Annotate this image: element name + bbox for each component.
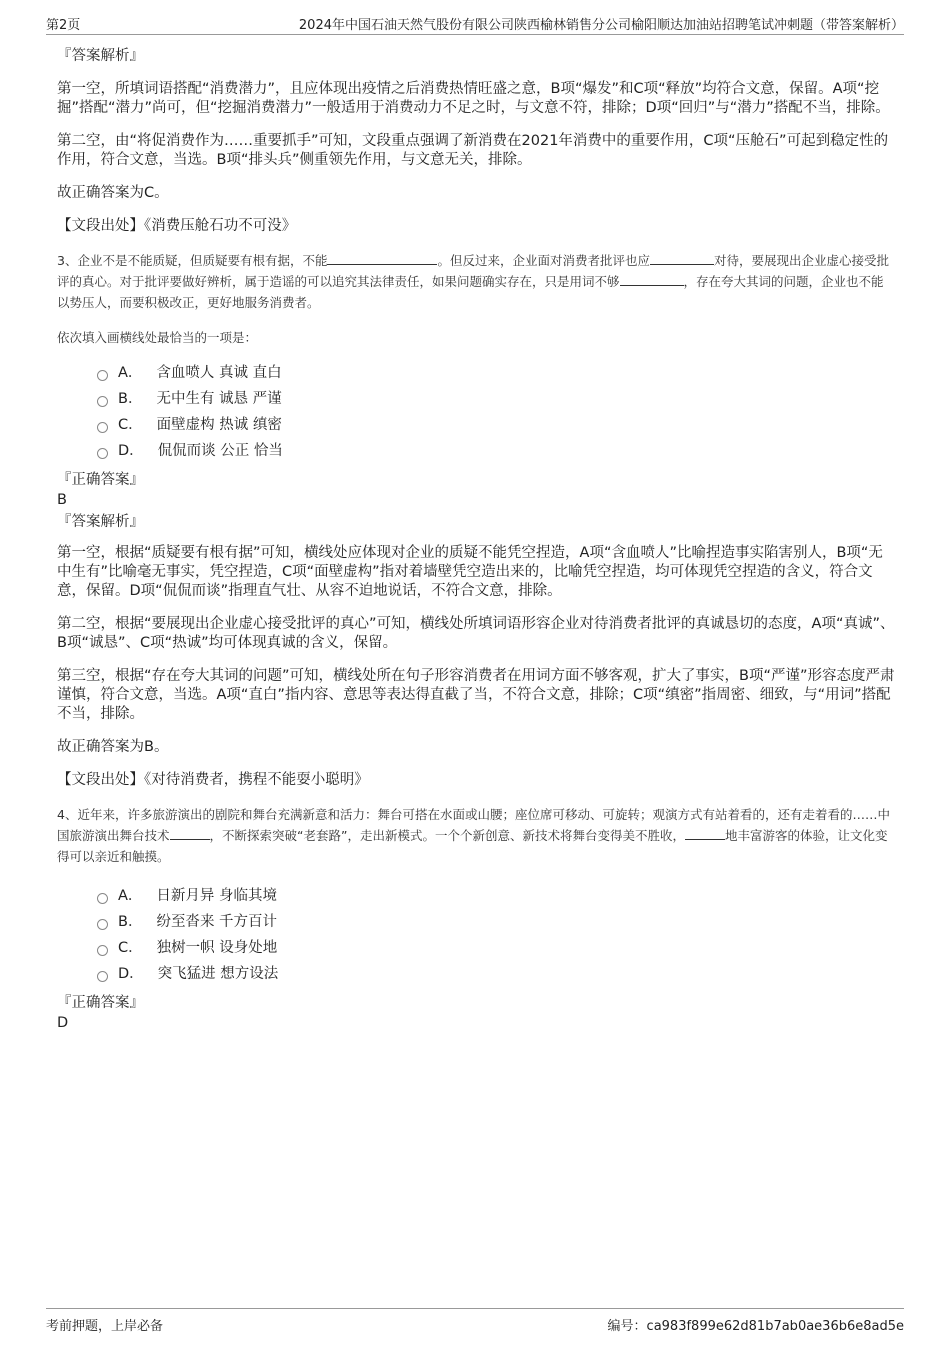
radio-icon[interactable] (97, 919, 108, 930)
question-4-options (97, 883, 895, 987)
footer-slogan: 考前押题，上岸必备 (46, 1319, 164, 1334)
correct-answer-value: B (57, 492, 67, 508)
radio-icon[interactable] (97, 893, 108, 904)
radio-icon[interactable] (97, 945, 108, 956)
analysis-label: 『答案解析』 (57, 48, 144, 64)
radio-icon[interactable] (97, 370, 108, 381)
option-d[interactable]: D． 侃侃而谈 公正 恰当 (97, 438, 895, 464)
analysis-conclusion: 故正确答案为B。 (57, 739, 169, 755)
question-3-prompt: 依次填入画横线处最恰当的一项是： (57, 330, 258, 345)
correct-answer-label: 『正确答案』 (57, 995, 144, 1011)
analysis-label: 『答案解析』 (57, 514, 144, 530)
fill-blank (327, 250, 437, 265)
page-footer (46, 1308, 904, 1334)
analysis-paragraph: 第二空，根据“要展现出企业虚心接受批评的真心”可知，横线处所填词语形容企业对待消费者批评的真诚恳切的态度，A项“真诚”、B项“诚恳”、C项“热诚”均可体现真诚的含义，保留。 (57, 616, 895, 651)
option-a[interactable]: A． 日新月异 身临其境 (97, 883, 895, 909)
option-d[interactable]: D． 突飞猛进 想方设法 (97, 961, 895, 987)
source-line (57, 217, 895, 236)
radio-icon[interactable] (97, 422, 108, 433)
radio-icon[interactable] (97, 396, 108, 407)
analysis-paragraph: 第一空，根据“质疑要有根有据”可知，横线处应体现对企业的质疑不能凭空捏造，A项“含血喷人”比喻捏造事实陷害别人，B项“无中生有”比喻毫无事实，凭空捏造，C项“面壁虚构”指对着墙壁凭空造出来的，比喻凭空捏造，均可体现凭空捏造的含义，符合文意，保留。D项“侃侃而谈”指理直气壮、从容不迫地说话，不符合文意，排除。 (57, 545, 883, 599)
source-label: 【文段出处】 (57, 218, 144, 234)
option-c[interactable]: C． 独树一帜 设身处地 (97, 935, 895, 961)
radio-icon[interactable] (97, 971, 108, 982)
option-b[interactable]: B． 纷至沓来 千方百计 (97, 909, 895, 935)
correct-answer-label: 『正确答案』 (57, 472, 144, 488)
page-content (57, 46, 895, 1033)
correct-answer-value: D (57, 1015, 69, 1031)
page-number: 第2页 (46, 18, 81, 33)
analysis-paragraph: 第一空，所填词语搭配“消费潜力”，且应体现出疫情之后消费热情旺盛之意，B项“爆发”和C项“释放”均符合文意，保留。A项“挖掘”搭配“潜力”尚可，但“挖掘消费潜力”一般适用于消费动力不足之时，与文意不符，排除；D项“回归”与“潜力”搭配不当，排除。 (57, 81, 890, 116)
source-label: 【文段出处】 (57, 772, 144, 788)
radio-icon[interactable] (97, 448, 108, 459)
analysis-paragraph: 第二空，由“将促消费作为……重要抓手”可知，文段重点强调了新消费在2021年消费中的重要作用，C项“压舱石”可起到稳定性的作用，符合文意，当选。B项“排头兵”侧重领先作用，与文意无关，排除。 (57, 133, 889, 168)
source-title: 《对待消费者，携程不能耍小聪明》 (144, 772, 369, 788)
fill-blank (650, 250, 714, 265)
source-title: 《消费压舱石功不可没》 (144, 218, 297, 234)
question-3-options (97, 360, 895, 464)
fill-blank (620, 271, 684, 286)
source-line (57, 771, 895, 790)
question-3-stem: 3、企业不是不能质疑，但质疑要有根有据，不能 。但反过来，企业面对消费者批评也应 对待，要展现出企业虚心接受批评的真心。对于批评要做好辨析，属于造谣的可以追究其法律责任，如果问题确实存在，只是用词不够 ，存在夸大其词的问题，企业也不能以势压人，而要积极改正，更好地服务消费者。 (57, 250, 895, 313)
option-c[interactable]: C． 面壁虚构 热诚 缜密 (97, 412, 895, 438)
option-a[interactable]: A． 含血喷人 真诚 直白 (97, 360, 895, 386)
document-code: 编号：ca983f899e62d81b7ab0ae36b6e8ad5e (607, 1319, 904, 1334)
page-header (46, 14, 904, 35)
option-b[interactable]: B． 无中生有 诚恳 严谨 (97, 386, 895, 412)
analysis-conclusion: 故正确答案为C。 (57, 185, 169, 201)
fill-blank (685, 825, 725, 840)
fill-blank (170, 825, 210, 840)
question-4-stem: 4、近年来，许多旅游演出的剧院和舞台充满新意和活力：舞台可搭在水面或山腰；座位席可移动、可旋转；观演方式有站着看的，还有走着看的……中国旅游演出舞台技术 ，不断探索突破“老套路”，走出新模式。一个个新创意、新技术将舞台变得美不胜收， 地丰富游客的体验，让文化变得可以亲近和触摸。 (57, 807, 890, 864)
analysis-paragraph: 第三空，根据“存在夸大其词的问题”可知，横线处所在句子形容消费者在用词方面不够客观，扩大了事实，B项“严谨”形容态度严肃谨慎，符合文意，当选。A项“直白”指内容、意思等表达得直截了当，不符合文意，排除；C项“缜密”指周密、细致，与“用词”搭配不当，排除。 (57, 668, 895, 722)
document-title: 2024年中国石油天然气股份有限公司陕西榆林销售分公司榆阳顺达加油站招聘笔试冲刺题（带答案解析） (298, 18, 904, 33)
